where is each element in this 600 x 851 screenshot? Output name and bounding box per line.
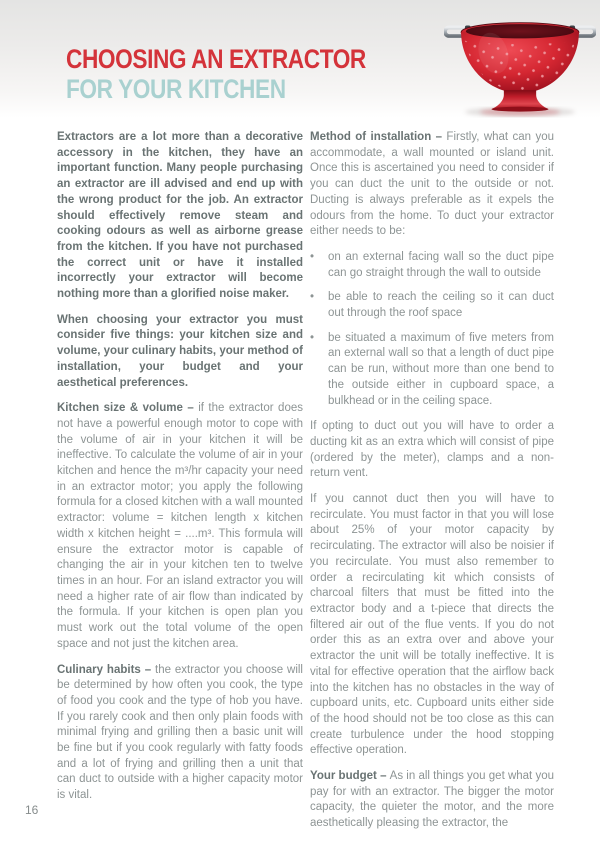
- kitchen-size-paragraph: [57, 401, 303, 652]
- colander-image: [444, 11, 596, 118]
- page-title: CHOOSING AN EXTRACTOR: [66, 44, 366, 74]
- culinary-habits-paragraph: [57, 663, 303, 804]
- list-item: [310, 331, 554, 410]
- budget-heading: Your budget –: [310, 770, 390, 783]
- kitchen-size-text: if the extractor does not have a powerful enough motor to cope with the volume of air in your kitchen it will be ineffective. To calculate the volume of air in your kitchen and hence the m³/hr capacity your need in an extractor motor; you apply the following formula for a closed kitchen with a wall mounted extractor: volume = kitchen length x kitchen width x kitchen height = ....m³. This formula will ensure the extractor motor is capable of changing the air in your kitchen ten to twelve times in an hour. For an island extractor you will need a higher rate of air flow than indicated by the formula. If your kitchen is open plan you must work out the total volume of the open space and not just the kitchen area.: [57, 402, 303, 650]
- installation-heading: Method of installation –: [310, 131, 447, 143]
- bullet-text: be situated a maximum of five meters from an external wall so that a length of duct pipe can be run, without more than one bend to the outside either in cupboard space, a bulkhead or in the ceiling space.: [328, 331, 554, 407]
- intro-paragraph: Extractors are a lot more than a decorative accessory in the kitchen, they have an important function. Many people purchasing an extractor are ill advised and end up with the wrong product for the job. An extractor should effectively remove steam and cooking odours as well as airborne grease from the kitchen. If you have not purchased the correct unit or have it installed incorrectly your extractor will become nothing more than a glorified noise maker.: [57, 131, 303, 301]
- page-number: 16: [25, 803, 39, 817]
- ducting-bullet-list: [310, 250, 554, 409]
- page-subtitle: FOR YOUR KITCHEN: [66, 74, 286, 104]
- bullet-text: on an external facing wall so the duct pipe can go straight through the wall to outside: [328, 250, 554, 279]
- list-item: [310, 250, 554, 281]
- culinary-habits-heading: Culinary habits –: [57, 663, 156, 676]
- five-things-paragraph: When choosing your extractor you must consider five things: your kitchen size and volume, your culinary habits, your method of installation, your budget and your aesthetical preferences.: [57, 313, 304, 389]
- header-titles: [66, 44, 366, 104]
- ducting-kit-paragraph: If opting to duct out you will have to order a ducting kit as an extra which will consist of pipe (ordered by the meter), clamps and a non-return vent.: [310, 420, 554, 480]
- kitchen-size-heading: Kitchen size & volume –: [57, 402, 199, 415]
- budget-paragraph: [310, 769, 554, 832]
- bullet-text: be able to reach the ceiling so it can duct out through the roof space: [328, 291, 554, 320]
- culinary-habits-text: the extractor you choose will be determined by how often you cook, the type of food you cook and the type of hob you have. If you rarely cook and then only plain foods with minimal frying and grilling then a basic unit will be fine but if you cook regularly with fatty foods and a lot of frying and grilling then a unit that can duct to outside with a higher capacity motor is vital.: [57, 663, 303, 802]
- bullet-icon: •: [310, 331, 315, 344]
- list-item: [310, 290, 554, 321]
- budget-text: As in all things you get what you pay for with an extractor. The bigger the motor capacity, the quieter the motor, and the more aesthetically pleasing the extractor, the: [310, 770, 554, 830]
- installation-paragraph: [310, 130, 554, 240]
- installation-text: Firstly, what can you accommodate, a wall mounted or island unit. Once this is ascertained you need to consider if you can duct the unit to the outside or not. Ducting is always preferable as it expels the odours from the home. To duct your extractor either needs to be:: [310, 131, 554, 238]
- bullet-icon: •: [310, 250, 315, 263]
- bullet-icon: •: [310, 291, 315, 304]
- right-column: [310, 130, 554, 842]
- left-column: [57, 130, 303, 814]
- page-header: [0, 0, 600, 118]
- recirculate-paragraph: If you cannot duct then you will have to recirculate. You must factor in that you will lose about 25% of your motor capacity by recirculating. The extractor will also be noisier if you recirculate. You must also remember to order a recirculating kit which consists of charcoal filters that must be fitted into the extractor body and a t-piece that directs the filtered air out of the flue vents. If you do not order this as an extra over and above your extractor the unit will be totally ineffective. It is vital for effective operation that the airflow back into the kitchen has no obstacles in the way of cupboard units, etc. Cupboard units either side of the hood should not be too close as this can create turbulence under the hood stopping effective operation.: [310, 493, 554, 757]
